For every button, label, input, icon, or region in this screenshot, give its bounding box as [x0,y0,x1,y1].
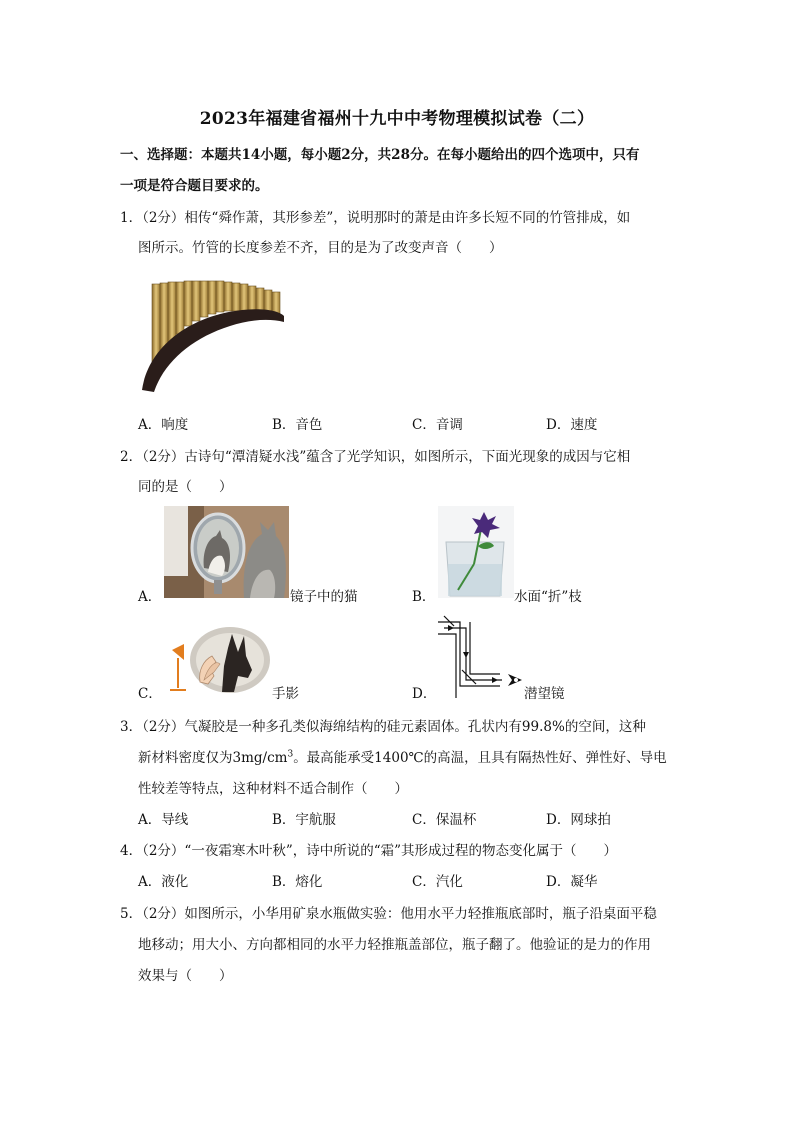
q2-caption-d: 潜望镜 [524,686,565,702]
periscope-diagram [436,612,526,698]
q4-option-d[interactable]: D．凝华 [546,874,598,890]
glass-flower-image [438,506,514,598]
panpipe-image [138,278,288,398]
q2-caption-b: 水面“折”枝 [514,589,582,605]
q2-stem-line-1: 2．（2分）古诗句“潭清疑水浅”蕴含了光学知识，如图所示，下面光现象的成因与它相 [120,449,631,465]
q2-option-b[interactable]: B． [412,589,436,605]
q2-option-c[interactable]: C． [138,686,162,702]
q3-superscript: 3 [287,749,294,760]
q1-option-d[interactable]: D．速度 [546,417,598,433]
q2-caption-a: 镜子中的猫 [290,589,358,605]
q2-caption-c: 手影 [272,686,299,702]
cat-mirror-image [164,506,289,598]
q4-stem-line-1: 4．（2分）“一夜霜寒木叶秋”，诗中所说的“霜”其形成过程的物态变化属于（ ） [120,843,618,859]
q5-stem-line-2: 地移动；用大小、方向都相同的水平力轻推瓶盖部位，瓶子翻了。他验证的是力的作用 [138,937,651,953]
q5-stem-line-3: 效果与（ ） [138,968,233,984]
q2-option-d[interactable]: D． [412,686,437,702]
q4-option-c[interactable]: C．汽化 [412,874,463,890]
q4-option-a[interactable]: A．液化 [138,874,189,890]
hand-shadow-image [164,626,270,702]
q3-option-b[interactable]: B．宇航服 [272,812,336,828]
section-heading-line-1: 一、选择题：本题共14小题，每小题2分，共28分。在每小题给出的四个选项中，只有 [120,147,640,163]
q5-stem-line-1: 5．（2分）如图所示，小华用矿泉水瓶做实验：他用水平力轻推瓶底部时，瓶子沿桌面平稳 [120,906,657,922]
q1-option-b[interactable]: B．音色 [272,417,323,433]
q1-option-c[interactable]: C．音调 [412,417,463,433]
q3-stem-line-1: 3．（2分）气凝胶是一种多孔类似海绵结构的硅元素固体。孔状内有99.8%的空间，这种 [120,719,646,735]
q3-option-a[interactable]: A．导线 [138,812,189,828]
section-heading-line-2: 一项是符合题目要求的。 [120,178,269,194]
q1-stem-line-2: 图所示。竹管的长度参差不齐，目的是为了改变声音（ ） [138,240,503,256]
q3-density-text: 新材料密度仅为3mg/cm [138,750,288,766]
q4-option-b[interactable]: B．熔化 [272,874,323,890]
q3-stem-line-2 [138,749,667,767]
q1-option-a[interactable]: A．响度 [138,417,189,433]
page-title: 2023年福建省福州十九中中考物理模拟试卷（二） [199,109,595,129]
q1-stem-line-1: 1．（2分）相传“舜作萧，其形参差”，说明那时的萧是由许多长短不同的竹管排成，如 [120,210,631,226]
q3-option-c[interactable]: C．保温杯 [412,812,477,828]
q3-temperature-text: 。最高能承受1400℃的高温，且具有隔热性好、弹性好、导电 [293,750,667,766]
q3-stem-line-3: 性较差等特点，这种材料不适合制作（ ） [138,781,408,797]
q3-option-d[interactable]: D．网球拍 [546,812,611,828]
q2-stem-line-2: 同的是（ ） [138,479,233,495]
q2-option-a[interactable]: A． [138,589,162,605]
